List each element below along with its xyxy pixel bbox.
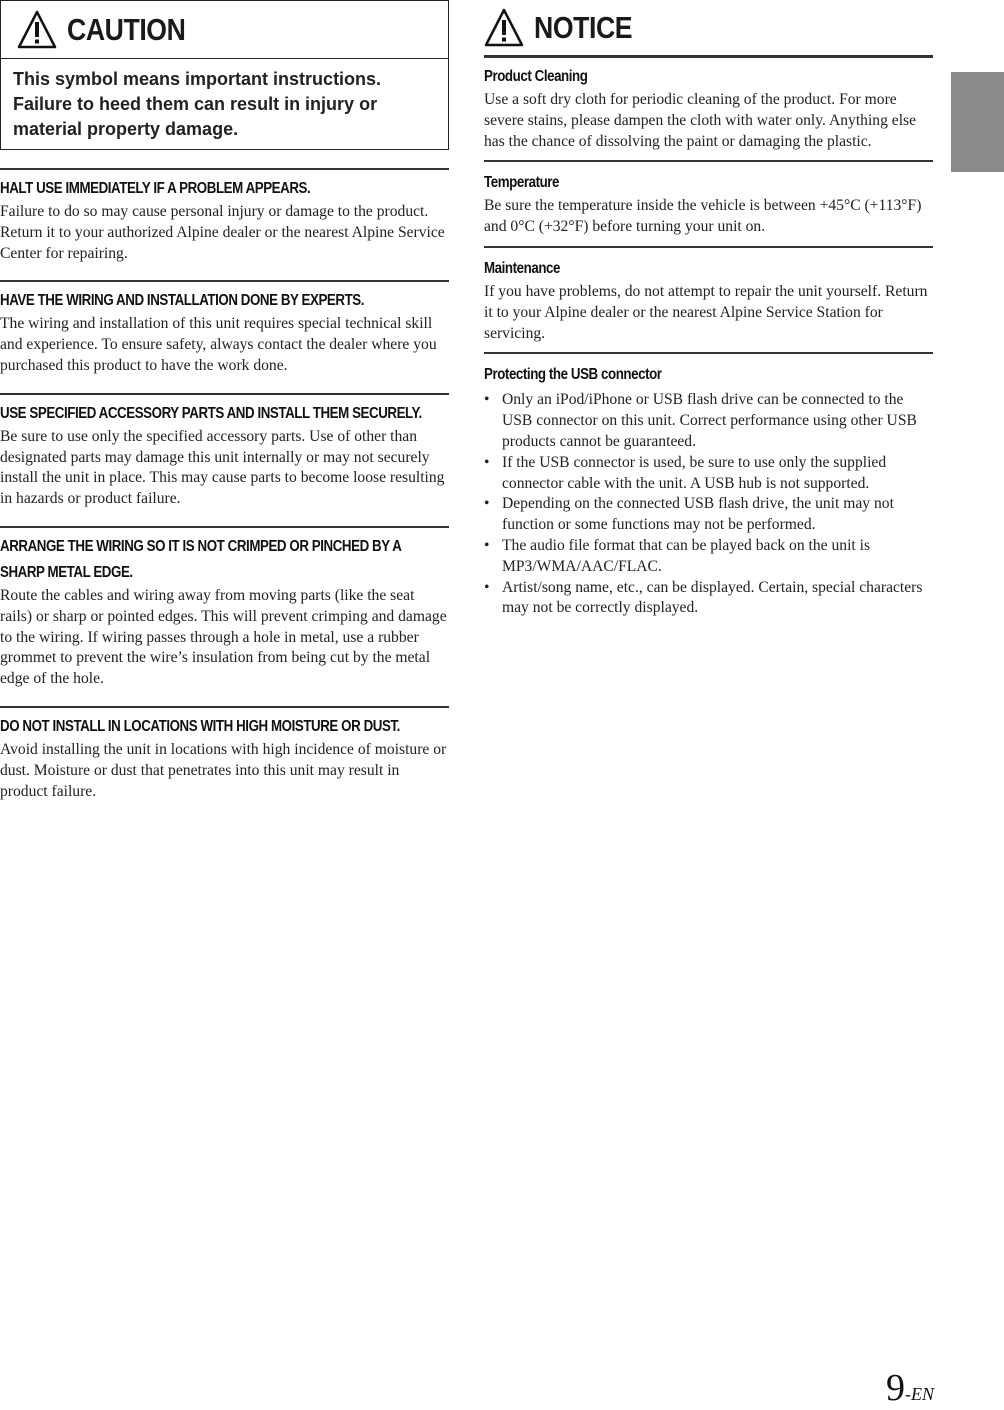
section-heading: HALT USE IMMEDIATELY IF A PROBLEM APPEARS.	[0, 180, 311, 197]
section-heading: HAVE THE WIRING AND INSTALLATION DONE BY EXPERTS.	[0, 292, 365, 310]
section-body: Use a soft dry cloth for periodic cleaning of the product. For more severe stains, please dampen the cloth with water only. Anything else has the chance of dissolving the paint or damaging the plastic.	[484, 91, 917, 150]
notice-title: NOTICE	[534, 9, 633, 45]
right-column	[484, 64, 933, 633]
section-body: Avoid installing the unit in locations with high incidence of moisture or dust. Moisture or dust that penetrates into this unit may result in product failure.	[0, 740, 447, 800]
safety-section	[0, 280, 449, 376]
section-heading: ARRANGE THE WIRING SO IT IS NOT CRIMPED OR PINCHED BY A SHARP METAL EDGE.	[0, 537, 401, 581]
page-number-digit: 9	[886, 1367, 905, 1409]
usb-bullet-list	[484, 390, 933, 619]
caution-box	[0, 0, 449, 150]
page-number-suffix: -EN	[905, 1384, 934, 1404]
caution-header	[1, 1, 448, 59]
section-body: Be sure to use only the specified accessory parts. Use of other than designated parts may damage this unit internally or may not securely install the unit in place. This may cause parts to become loose resulting in hazards or product failure.	[0, 427, 445, 508]
section-body: If you have problems, do not attempt to repair the unit yourself. Return it to your Alpine dealer or the nearest Alpine Service Station for servicing.	[484, 282, 928, 342]
warning-triangle-icon	[484, 8, 524, 48]
list-item: • The audio file format that can be played back on the unit is MP3/WMA/AAC/FLAC.	[484, 536, 933, 578]
left-column	[0, 168, 449, 818]
section-body: The wiring and installation of this unit requires special technical skill and experience. To ensure safety, always contact the dealer where you purchased this product to have the work done.	[0, 315, 437, 374]
section-heading: Product Cleaning	[484, 68, 588, 85]
list-item: • Artist/song name, etc., can be displayed. Certain, special characters may not be correctly displayed.	[484, 578, 933, 620]
safety-section	[0, 168, 449, 264]
warning-triangle-icon	[17, 10, 57, 50]
section-heading: DO NOT INSTALL IN LOCATIONS WITH HIGH MOISTURE OR DUST.	[0, 717, 400, 735]
section-body: Route the cables and wiring away from moving parts (like the seat rails) or sharp or pointed edges. This will prevent crimping and damage to the wiring. If wiring passes through a hole in metal, use a rubber grommet to prevent the wire’s insulation from being cut by the metal edge of the hole.	[0, 586, 447, 688]
usb-section	[484, 360, 933, 627]
notice-section	[484, 254, 933, 354]
section-heading: Maintenance	[484, 259, 561, 277]
section-body: Be sure the temperature inside the vehicle is between +45°C (+113°F) and 0°C (+32°F) before turning your unit on.	[484, 197, 922, 236]
safety-section	[0, 526, 449, 690]
notice-section	[484, 168, 933, 248]
section-tab	[951, 72, 1004, 172]
section-heading: Temperature	[484, 174, 560, 192]
list-item: • Only an iPod/iPhone or USB flash drive can be connected to the USB connector on this unit. Correct performance using other USB products cannot be guaranteed.	[484, 390, 933, 452]
notice-section	[484, 64, 933, 162]
section-heading: USE SPECIFIED ACCESSORY PARTS AND INSTALL THEM SECURELY.	[0, 404, 422, 422]
safety-section	[0, 706, 449, 802]
caution-title: CAUTION	[67, 11, 186, 47]
list-item: • If the USB connector is used, be sure to use only the supplied connector cable with the unit. A USB hub is not supported.	[484, 453, 933, 495]
page-number	[886, 1366, 934, 1410]
section-body: Failure to do so may cause personal injury or damage to the product. Return it to your authorized Alpine dealer or the nearest Alpine Service Center for repairing.	[0, 203, 445, 262]
safety-section	[0, 393, 449, 510]
notice-header	[484, 0, 933, 58]
section-heading: Protecting the USB connector	[484, 366, 662, 384]
caution-description: This symbol means important instructions. Failure to heed them can result in injury or material property damage.	[13, 69, 382, 139]
list-item: • Depending on the connected USB flash drive, the unit may not function or some functions may not be performed.	[484, 494, 933, 536]
